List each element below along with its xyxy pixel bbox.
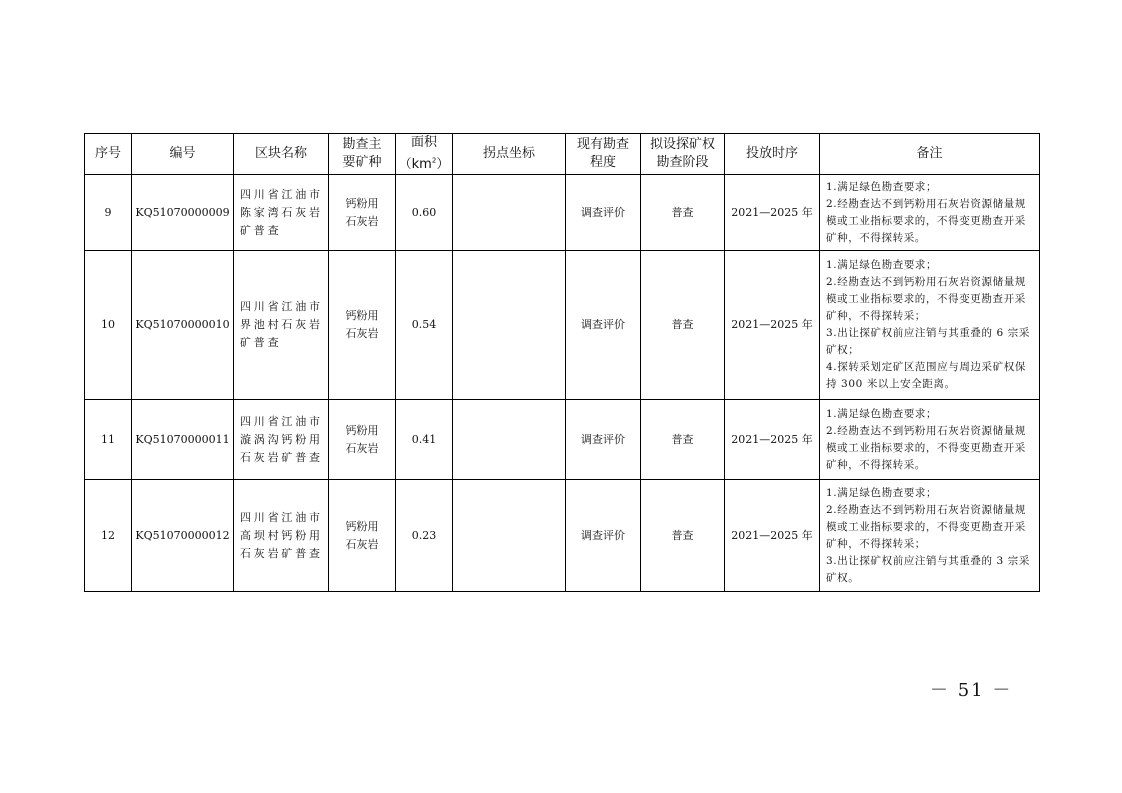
- cell-release-period: 2021—2025 年: [725, 480, 820, 592]
- header-seq: 序号: [85, 134, 132, 175]
- cell-block-name: 四川省江油市陈家湾石灰岩矿普查: [234, 175, 329, 251]
- cell-area: 0.60: [396, 175, 453, 251]
- cell-mineral: 钙粉用 石灰岩: [329, 175, 396, 251]
- header-area-unit: $(km^2)$: [398, 157, 450, 173]
- header-remarks: 备注: [820, 134, 1040, 175]
- cell-code: KQ51070000011: [132, 400, 234, 480]
- page-number: － 51 －: [930, 680, 1013, 701]
- cell-seq: 9: [85, 175, 132, 251]
- table-row: [85, 480, 1040, 592]
- header-area-line1: 面积: [410, 135, 437, 150]
- mining-block-table-container: [84, 133, 1039, 592]
- mining-block-table: [84, 133, 1040, 592]
- cell-release-period: 2021—2025 年: [725, 251, 820, 400]
- cell-remarks: [820, 400, 1040, 480]
- cell-current-degree: 调查评价: [566, 480, 641, 592]
- header-area: [396, 134, 453, 175]
- cell-block-name: 四川省江油市漩涡沟钙粉用石灰岩矿普查: [234, 400, 329, 480]
- remark-line: 1.满足绿色勘查要求；: [826, 259, 938, 272]
- cell-release-period: 2021—2025 年: [725, 400, 820, 480]
- table-row: [85, 400, 1040, 480]
- cell-remarks: [820, 251, 1040, 400]
- cell-area: 0.54: [396, 251, 453, 400]
- cell-planned-stage: 普查: [641, 400, 725, 480]
- cell-coords: [453, 251, 566, 400]
- cell-coords: [453, 400, 566, 480]
- cell-code: KQ51070000010: [132, 251, 234, 400]
- header-coords: 拐点坐标: [453, 134, 566, 175]
- remark-line: 2.经勘查达不到钙粉用石灰岩资源储量规模或工业指标要求的，不得变更勘查开采矿种，不得探转采。: [826, 197, 1026, 244]
- table-row: [85, 251, 1040, 400]
- cell-seq: 12: [85, 480, 132, 592]
- cell-remarks: [820, 175, 1040, 251]
- remark-line: 3.出让探矿权前应注销与其重叠的 3 宗采矿权。: [826, 554, 1030, 584]
- remark-line: 1.满足绿色勘查要求；: [826, 407, 938, 420]
- cell-current-degree: 调查评价: [566, 251, 641, 400]
- cell-planned-stage: 普查: [641, 480, 725, 592]
- cell-mineral: 钙粉用 石灰岩: [329, 400, 396, 480]
- cell-planned-stage: 普查: [641, 251, 725, 400]
- remark-line: 1.满足绿色勘查要求；: [826, 180, 938, 193]
- header-code: 编号: [132, 134, 234, 175]
- cell-code: KQ51070000009: [132, 175, 234, 251]
- cell-area: 0.23: [396, 480, 453, 592]
- cell-seq: 10: [85, 251, 132, 400]
- header-planned-stage: 拟设探矿权 勘查阶段: [641, 134, 725, 175]
- header-mineral: [329, 134, 396, 175]
- remark-line: 2.经勘查达不到钙粉用石灰岩资源储量规模或工业指标要求的，不得变更勘查开采矿种，不得探转采。: [826, 424, 1026, 471]
- header-current-degree: 现有勘查 程度: [566, 134, 641, 175]
- cell-mineral: 钙粉用 石灰岩: [329, 480, 396, 592]
- remark-line: 3.出让探矿权前应注销与其重叠的 6 宗采矿权；: [826, 327, 1030, 357]
- remark-line: 2.经勘查达不到钙粉用石灰岩资源储量规模或工业指标要求的，不得变更勘查开采矿种，不得探转采；: [826, 276, 1026, 323]
- cell-current-degree: 调查评价: [566, 400, 641, 480]
- cell-mineral: 钙粉用 石灰岩: [329, 251, 396, 400]
- header-mineral-line1: 勘查主: [342, 137, 382, 153]
- cell-planned-stage: 普查: [641, 175, 725, 251]
- cell-coords: [453, 480, 566, 592]
- cell-release-period: 2021—2025 年: [725, 175, 820, 251]
- header-block-name: 区块名称: [234, 134, 329, 175]
- cell-seq: 11: [85, 400, 132, 480]
- cell-coords: [453, 175, 566, 251]
- cell-block-name: 四川省江油市界池村石灰岩矿普查: [234, 251, 329, 400]
- header-release-period: 投放时序: [725, 134, 820, 175]
- cell-area: 0.41: [396, 400, 453, 480]
- cell-current-degree: 调查评价: [566, 175, 641, 251]
- cell-remarks: [820, 480, 1040, 592]
- remark-line: 4.探转采划定矿区范围应与周边采矿权保持 300 米以上安全距离。: [826, 361, 1026, 391]
- cell-code: KQ51070000012: [132, 480, 234, 592]
- remark-line: 1.满足绿色勘查要求；: [826, 486, 938, 499]
- header-mineral-line2: 要矿种: [342, 155, 382, 171]
- cell-block-name: 四川省江油市高坝村钙粉用石灰岩矿普查: [234, 480, 329, 592]
- table-header-row: [85, 134, 1040, 175]
- remark-line: 2.经勘查达不到钙粉用石灰岩资源储量规模或工业指标要求的，不得变更勘查开采矿种，不得探转采；: [826, 503, 1026, 550]
- table-row: [85, 175, 1040, 251]
